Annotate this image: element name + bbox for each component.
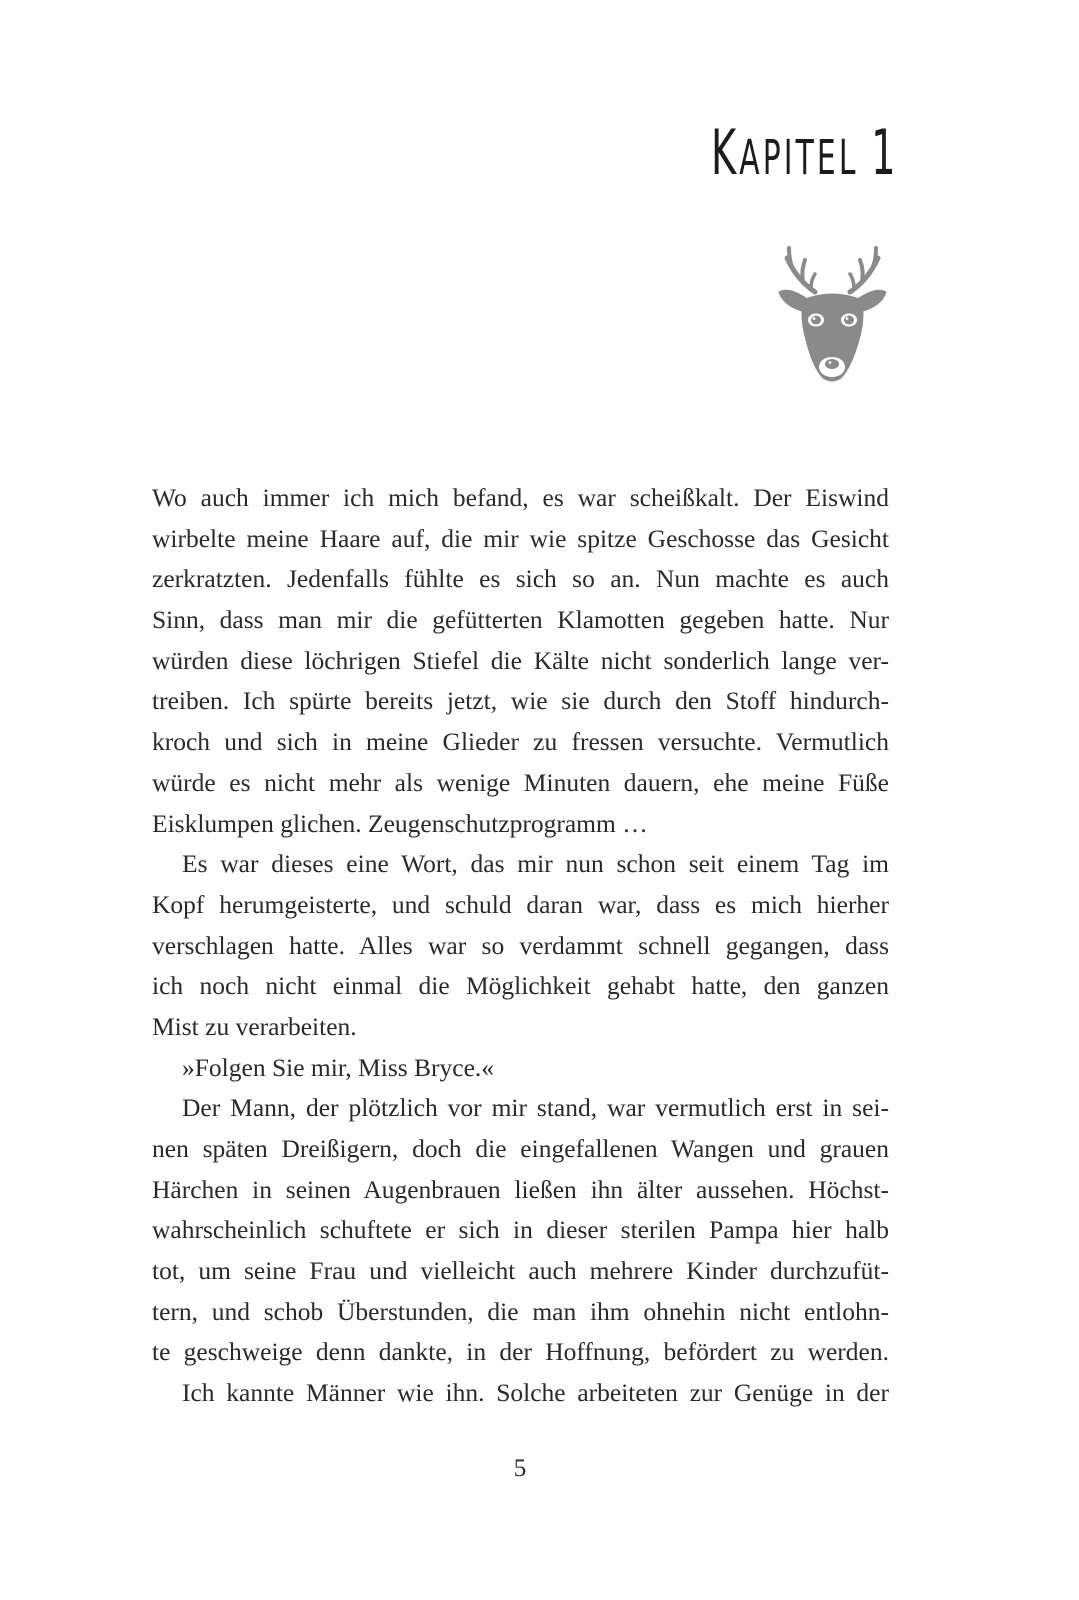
text-line: »Folgen Sie mir, Miss Bryce.« <box>182 1052 495 1082</box>
text-line: Es war dieses eine Wort, das mir nun schon seit einem Tag im <box>182 849 889 879</box>
chapter-title <box>710 116 899 193</box>
text-line: Sinn, dass man mir die gefütterten Klamotten gegeben hatte. Nur <box>152 605 889 635</box>
text-line: würde es nicht mehr als wenige Minuten dauern, ehe meine Füße <box>152 767 889 797</box>
text-line: Härchen in seinen Augenbrauen ließen ihn älter aussehen. Höchst- <box>152 1174 889 1204</box>
text-line: Kopf herumgeisterte, und schuld daran war, dass es mich hierher <box>152 889 889 919</box>
text-line: tern, und schob Überstunden, die man ihm ohnehin nicht entlohn- <box>152 1296 889 1326</box>
chapter-body-text <box>152 478 889 1414</box>
page-number: 5 <box>513 1455 527 1482</box>
chapter-title-rest: APITEL <box>739 130 859 186</box>
deer-head-icon <box>775 240 890 388</box>
chapter-number: 1 <box>871 116 899 189</box>
text-line: ich noch nicht einmal die Möglichkeit gehabt hatte, den ganzen <box>152 971 889 1001</box>
text-line: treiben. Ich spürte bereits jetzt, wie sie durch den Stoff hindurch- <box>152 686 889 716</box>
text-line: verschlagen hatte. Alles war so verdammt schnell gegangen, dass <box>152 930 889 960</box>
text-line: Der Mann, der plötzlich vor mir stand, war vermutlich erst in sei- <box>182 1093 889 1123</box>
text-line: Eisklumpen glichen. Zeugenschutzprogramm … <box>152 808 648 838</box>
chapter-title-initial: K <box>710 116 740 189</box>
text-line: Mist zu verarbeiten. <box>152 1011 357 1041</box>
chapter-title-space <box>859 130 872 186</box>
text-line: wahrscheinlich schuftete er sich in dieser sterilen Pampa hier halb <box>152 1215 889 1245</box>
text-line: würden diese löchrigen Stiefel die Kälte nicht sonderlich lange ver- <box>152 645 889 675</box>
text-line: te geschweige denn dankte, in der Hoffnung, befördert zu werden. <box>152 1337 889 1367</box>
text-line: Ich kannte Männer wie ihn. Solche arbeiteten zur Genüge in der <box>182 1378 889 1408</box>
text-line: Wo auch immer ich mich befand, es war scheißkalt. Der Eiswind <box>152 483 889 512</box>
text-line: tot, um seine Frau und vielleicht auch mehrere Kinder durchzufüt- <box>152 1256 889 1286</box>
text-line: wirbelte meine Haare auf, die mir wie spitze Geschosse das Gesicht <box>152 523 889 553</box>
text-line: zerkratzten. Jedenfalls fühlte es sich so an. Nun machte es auch <box>152 564 889 594</box>
text-line: kroch und sich in meine Glieder zu fressen versuchte. Vermutlich <box>152 727 889 757</box>
text-line: nen späten Dreißigern, doch die eingefallenen Wangen und grauen <box>152 1134 889 1163</box>
